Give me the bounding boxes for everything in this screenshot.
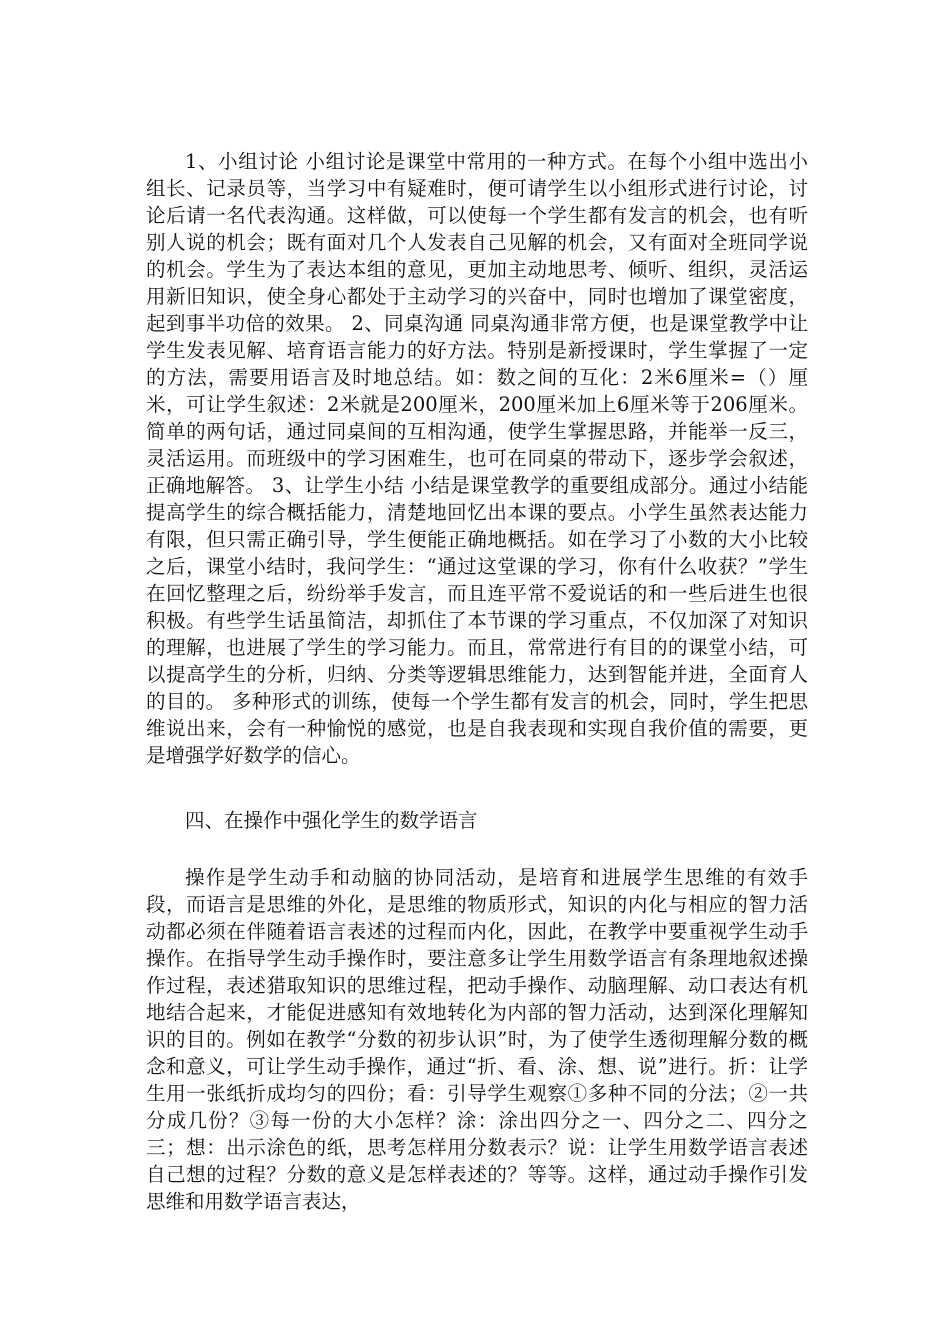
body-paragraph-2: 操作是学生动手和动脑的协同活动，是培育和进展学生思维的有效手段，而语言是思维的外化，是思维的物质形式，知识的内化与相应的智力活动都必须在伴随着语言表述的过程而内化，因此，在教学中要重视学生动手操作。在指导学生动手操作时，要注意多让学生用数学语言有条理地叙述操作过程，表述猎取知识的思维过程，把动手操作、动脑理解、动口表达有机地结合起来，才能促进感知有效地转化为内部的智力活动，达到深化理解知识的目的。例如在教学“分数的初步认识”时，为了使学生透彻理解分数的概念和意义，可让学生动手操作，通过“折、看、涂、想、说”进行。折：让学生用一张纸折成均匀的四份；看：引导学生观察①多种不同的分法；②一共分成几份？③每一份的大小怎样？涂：涂出四分之一、四分之二、四分之三；想：出示涂色的纸，思考怎样用分数表示？说：让学生用数学语言表述自己想的过程？分数的意义是怎样表述的？等等。这样，通过动手操作引发思维和用数学语言表达， [146, 866, 808, 1213]
document-page [146, 148, 808, 1215]
section-heading-4: 四、在操作中强化学生的数学语言 [185, 809, 478, 832]
paragraph-spacer [146, 769, 808, 807]
body-paragraph-1: 1、小组讨论 小组讨论是课堂中常用的一种方式。在每个小组中选出小组长、记录员等，当学习中有疑难时，便可请学生以小组形式进行讨论，讨论后请一名代表沟通。这样做，可以使每一个学生都有发言的机会，也有听别人说的机会；既有面对几个人发表自己见解的机会，又有面对全班同学说的机会。学生为了表达本组的意见，更加主动地思考、倾听、组织，灵活运用新旧知识，使全身心都处于主动学习的兴奋中，同时也增加了课堂密度，起到事半功倍的效果。 2、同桌沟通 同桌沟通非常方便，也是课堂教学中让学生发表见解、培育语言能力的好方法。特别是新授课时，学生掌握了一定的方法，需要用语言及时地总结。如：数之间的互化：2米6厘米=（）厘米，可让学生叙述：2米就是200厘米，200厘米加上6厘米等于206厘米。简单的两句话，通过同桌间的互相沟通，使学生掌握思路，并能举一反三，灵活运用。而班级中的学习困难生，也可在同桌的带动下，逐步学会叙述，正确地解答。 3、让学生小结 小结是课堂教学的重要组成部分。通过小结能提高学生的综合概括能力，清楚地回忆出本课的要点。小学生虽然表达能力有限，但只需正确引导，学生便能正确地概括。如在学习了小数的大小比较之后，课堂小结时，我问学生：“通过这堂课的学习，你有什么收获？”学生在回忆整理之后，纷纷举手发言，而且连平常不爱说话的和一些后进生也很积极。有些学生话虽简洁，却抓住了本节课的学习重点，不仅加深了对知识的理解，也进展了学生的学习能力。而且，常常进行有目的的课堂小结，可以提高学生的分析，归纳、分类等逻辑思维能力，达到智能并进，全面育人的目的。 多种形式的训练，使每一个学生都有发言的机会，同时，学生把思维说出来，会有一种愉悦的感觉，也是自我表现和实现自我价值的需要，更是增强学好数学的信心。 [146, 150, 808, 767]
paragraph-spacer [146, 834, 808, 864]
